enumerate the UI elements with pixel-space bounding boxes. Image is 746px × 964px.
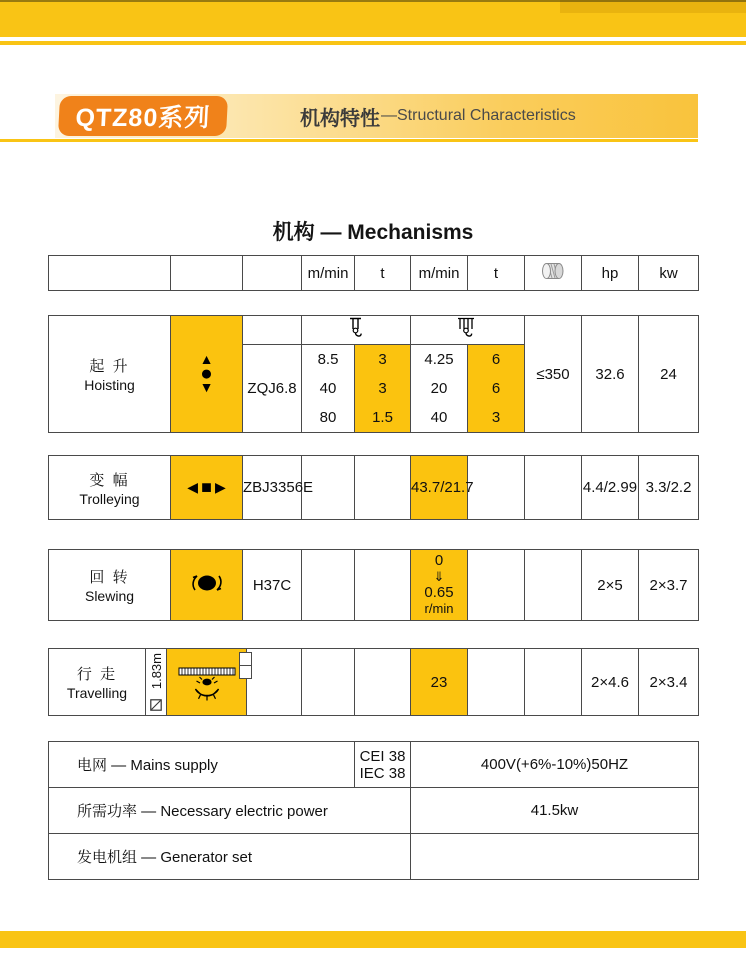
hoisting-2fall-speeds: 8.5 40 80 [302,345,355,433]
unit-load-1: t [355,256,411,291]
hook-4-fall-icon [455,317,481,339]
hoisting-4fall-loads: 6 6 3 [468,345,525,433]
unit-rope-cell [525,256,582,291]
necessary-power-label: 所需功率 — Necessary electric power [49,788,411,834]
unit-hp: hp [582,256,639,291]
trolleying-kw: 3.3/2.2 [639,456,699,520]
section-header-title [300,94,576,138]
trolleying-speed: 43.7/21.7 [411,456,468,520]
slewing-hp: 2×5 [582,550,639,621]
hoisting-hp: 32.6 [582,316,639,433]
top-banner-edge [0,0,746,2]
trolleying-empty-3 [468,456,525,520]
slewing-kw: 2×3.7 [639,550,699,621]
travelling-label: 行 走 Travelling [49,649,146,716]
travel-icon-box-bottom [239,665,252,679]
hoisting-2fall-loads: 3 3 1.5 [355,345,411,433]
trolleying-model: ZBJ3356E [243,456,302,520]
top-banner-line [0,41,746,45]
slewing-empty-1 [302,550,355,621]
generator-set-row [49,834,699,880]
slewing-model: H37C [243,550,302,621]
trolleying-label: 变 幅 Trolleying [49,456,171,520]
travelling-empty-2 [302,649,355,716]
hoisting-model-spacer [243,316,302,345]
trolleying-hp: 4.4/2.99 [582,456,639,520]
hoist-up-down-icon: ▲ ● ▼ [199,350,214,396]
slashed-square-icon [150,699,162,711]
unit-empty-2 [171,256,243,291]
travelling-empty-1 [247,649,302,716]
travelling-speed: 23 [411,649,468,716]
unit-load-2: t [468,256,525,291]
unit-empty-3 [243,256,302,291]
travelling-icon-cell [167,649,247,716]
section-header-title-en: —Structural Characteristics [381,107,576,124]
page-title [0,216,746,246]
trolleying-table [48,455,699,520]
hoisting-hook-row [49,316,699,345]
travelling-empty-5 [525,649,582,716]
hoisting-kw: 24 [639,316,699,433]
top-banner [0,0,746,37]
slewing-empty-4 [525,550,582,621]
travel-icon-box-top [239,652,252,666]
page-title-en: — Mechanisms [320,221,474,244]
travelling-kw: 2×3.4 [639,649,699,716]
double-down-arrow-icon: ⇓ [433,569,445,584]
hoisting-2fall-header [302,316,411,345]
unit-kw: kw [639,256,699,291]
section-header-bar [55,94,698,138]
section-header-title-cn: 机构特性 [300,107,380,130]
travelling-table [48,648,699,716]
generator-set-label: 发电机组 — Generator set [49,834,411,880]
slewing-speed: 0 ⇓ 0.65 r/min [411,550,468,621]
trolleying-icon-cell [171,456,243,520]
hoisting-rope-capacity: ≤350 [525,316,582,433]
travelling-row [49,649,699,716]
unit-header-row [49,256,699,291]
power-table [48,741,699,880]
trolleying-empty-4 [525,456,582,520]
mains-supply-label: 电网 — Mains supply [49,742,355,788]
unit-speed-1: m/min [302,256,355,291]
travelling-empty-4 [468,649,525,716]
page-title-cn: 机构 [272,221,315,244]
unit-empty-1 [49,256,171,291]
mains-supply-row [49,742,699,788]
trolley-left-right-icon: ◀ ■ ▶ [187,477,226,497]
slewing-rotation-icon [184,568,230,598]
trolleying-empty-2 [355,456,411,520]
hoisting-icon-cell [171,316,243,433]
series-badge: QTZ80系列 [58,96,228,136]
travelling-hp: 2×4.6 [582,649,639,716]
section-header-underline [0,139,698,142]
generator-set-value [411,834,699,880]
slewing-icon-cell [171,550,243,621]
unit-speed-2: m/min [411,256,468,291]
necessary-power-value: 41.5kw [411,788,699,834]
hoisting-table [48,315,699,433]
trolleying-row [49,456,699,520]
hoisting-4fall-speeds: 4.25 20 40 [411,345,468,433]
travel-on-rail-icon [171,659,243,701]
mains-standard-cell: CEI 38 IEC 38 [355,742,411,788]
slewing-empty-2 [355,550,411,621]
mains-supply-value: 400V(+6%-10%)50HZ [411,742,699,788]
unit-header-table [48,255,699,291]
hoisting-4fall-header [411,316,525,345]
travelling-empty-3 [355,649,411,716]
slewing-row [49,550,699,621]
hook-2-fall-icon [346,317,366,339]
slewing-empty-3 [468,550,525,621]
slewing-label: 回 转 Slewing [49,550,171,621]
necessary-power-row [49,788,699,834]
bottom-banner [0,931,746,948]
slewing-table [48,549,699,621]
hoisting-label: 起 升 Hoisting [49,316,171,433]
hoisting-model: ZQJ6.8 [243,345,302,433]
gauge-value: 1.83m [148,653,164,690]
rope-drum-icon [540,261,566,281]
travelling-gauge-cell [146,649,167,716]
